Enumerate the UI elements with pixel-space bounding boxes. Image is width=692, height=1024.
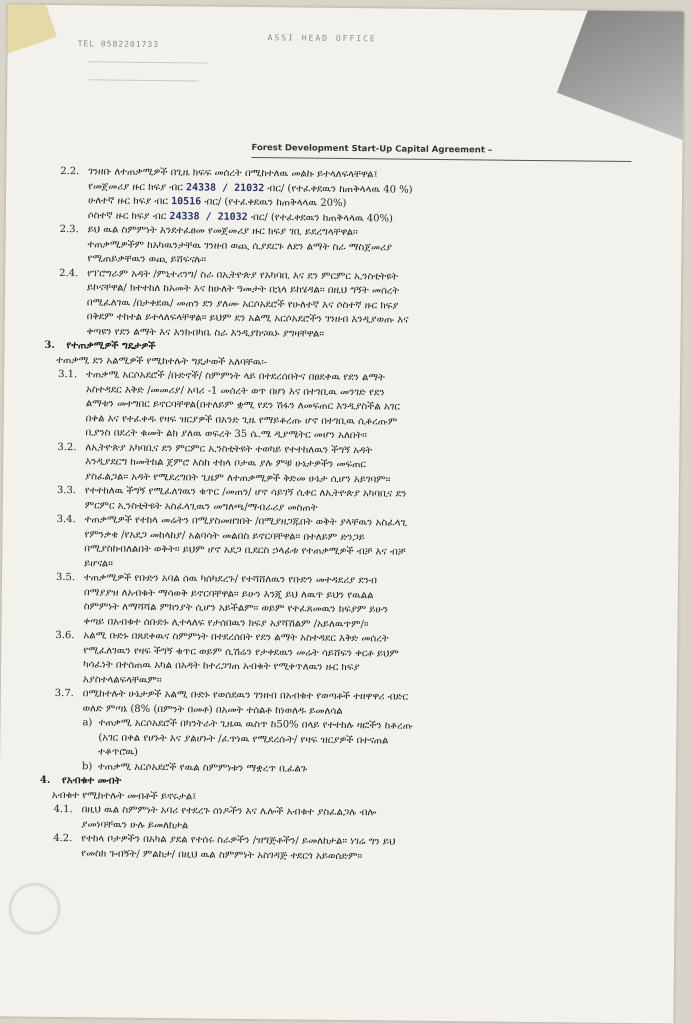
text-line: ተጠቃሚ አርሶአደሮች የዉል ስምምነቱን ማቋረጥ ቢፈልጉ [97, 760, 308, 775]
section-title: የአብቁተ መብት [61, 775, 122, 787]
stamp-ring-icon [8, 883, 61, 936]
clause-number: 3.1. [58, 369, 78, 381]
text-line: ያስፈልጋል፡፡ አዳት የሚደረግበት ጊዜም ለተጠቃሚዎች ቅድመ ሁኔታ ሲሆን አይገባም፡፡ [85, 470, 391, 485]
clause-text [85, 368, 644, 446]
clause-number: 3.4. [56, 513, 76, 526]
clause-text [84, 513, 643, 577]
text-line: (አገር በቀል የሆኑት እና ያልሆኑት /ፈጥነዉ የሚደረሱት/ የዛፍ ዝርያዎች በተናጠል [98, 731, 389, 746]
sub-clause [40, 716, 640, 766]
text-line: ገንዘቡ ለተጠቃሚዎች በጊዜ ክፍፍ መሰረት በሚከተለዉ መልኩ ይተላለፍላቸዋል፤ [88, 166, 378, 181]
clause-number: 3.7. [54, 687, 74, 700]
clause-number: 3.3. [56, 484, 77, 497]
clause-number: 3.5. [55, 571, 76, 584]
clause-number: 3.2. [57, 441, 77, 453]
clause-number: 3.6. [55, 629, 75, 642]
faded-stamp [0, 882, 211, 954]
clause [41, 629, 642, 693]
agreement-body [39, 165, 646, 867]
clause-number: 4.1. [53, 803, 73, 816]
text-line: ተጠቃሚዎች የተከላ መሬትን በሚያስመዘገበት /በሚያዘጋጁበት ወቅት ያላቸዉን አስፈላጊ [84, 514, 408, 529]
section-intro: አብቁተ የሚከተሉት መብቶች ይኖሩታል፤ [51, 789, 197, 802]
clause-number: 2.3. [59, 224, 79, 236]
clause [43, 368, 644, 447]
text-line: በማያያዝ ለአብቁት ማሳወቅ ይኖርባቸዋል፡፡ ይሁን እንጂ ይህ ለዉጥ ይህን የዉልል [83, 586, 374, 601]
clause-text [81, 832, 639, 867]
text-line: በቀል እና የተፈቀዱ የዛፍ ዝርያዎች በአንድ ጊዜ የማይቆረጡ ሆኖ በተገቢዉ ሲቆረጡም [85, 412, 398, 428]
text-line: ምርምር ኢንስቲትዩት አስፈላጊዉን መግለጫ/ማብራሪያ መስጠት [84, 499, 318, 514]
text-line: እንዲያደርግ ከመትከል ጀምሮ እስከ ተከላ ቦታዉ ያሉ ምቹ ሁኔታዎችን መፍጠር [85, 456, 367, 471]
text-line: ያመነባቸዉን ሁሉ ይመለከታል [81, 818, 189, 831]
text-line: በሚከተሉት ሁኔታዎች አልሚ ቡድኑ የወሰደዉን ገንዘብ በአብቁተ የወጣቶች ተዘዋዋሪ ብድር [82, 688, 409, 703]
letterhead [77, 31, 578, 116]
clause [42, 513, 643, 577]
clause [46, 165, 647, 229]
clause-number: 2.4. [59, 267, 79, 279]
clause-number: 4.2. [53, 832, 73, 845]
clause-text [98, 716, 640, 765]
faint-handwriting-line [87, 61, 207, 63]
clause-number: 2.2. [60, 166, 80, 178]
section-intro: ተጠቃሚ ደን አልሚዎች የሚከተሉት ግዴታወች አለባቸዉ፡- [56, 354, 268, 368]
clause [45, 223, 645, 273]
clause-number: a) [82, 717, 93, 729]
text-line: ሁለተኛ ዙር ክፍያ ብር 10516 ብር/ (የተፈቀደዉን ከጠቅላላዉ 20%) [87, 195, 347, 210]
text-line: ለኢትዮጵያ አካባቢና ደን ምርምር ኢንስቲትዩት ተወካይ የተተከለዉን ችግኝ አዳት [85, 441, 373, 456]
text-line: የፕሮግራም አዳት /ምኒተሪንግ/ ስራ በኢትዮጵያ የአካባቢ እና ደን ምርምር ኢንስቲትዩት [87, 267, 399, 283]
text-line: የመጀመሪያ ዙር ክፍያ ብር 24338 / 21032 ብር/ (የተፈቀደዉን ከጠቅላላዉ 40 %) [88, 180, 413, 196]
text-line: ካሳፈነት በተሰጠዉ አካል በአዳት ከተረጋገጠ አብቁት የሚቀጥለዉን ዙር ክፍያ [83, 659, 360, 674]
text-line: ተጠቃሚዎችም ከአካዉንታቸዉ ገንዘብ ወጪ ሲያደርጉ ለደን ልማት ስራ ማስጀመሪያ [87, 238, 392, 253]
text-line: አልሚ ቡድኑ በጸደቀዉና ስምምነት በተደረሰበት የደን ልማት አስተዳደር እቅድ መሰረት [83, 630, 389, 645]
faint-handwriting-line [87, 79, 197, 81]
text-line: ቀጣዩን የደን ልማት እና እንክብካቤ ስራ እንዲያከናዉኑ ያግዛቸዋል፡፡ [86, 325, 325, 340]
clause-text [83, 571, 642, 635]
clause-text [87, 223, 645, 272]
handwritten-amount: 24338 / 21032 [169, 210, 248, 223]
clause-number: 4. [39, 774, 51, 786]
text-line: ልማቱን መተግበር ይኖርባቸዋል(በተለይም ቋሚ የደን ሽፋን ለመፍጠር እንዲያስችል አገር [85, 398, 400, 413]
text-line: ተቆጥሮዉ) [98, 746, 138, 758]
text-line: በዚህ ዉል ስምምነት አባሪ የተደረጉ ሰነዶችን እና ሌሎች አብቁተ ያስፈልጋሉ ብሎ [81, 804, 377, 819]
text-line: የተተከለዉ ችግኝ የሚፈለገዉን ቁጥር /መጠን/ ሆኖ ሳይገኝ ሲቀር ለኢትዮጵያ አካባቢና ደን [84, 485, 407, 500]
clause-number: 3. [44, 339, 55, 351]
clause [43, 440, 643, 490]
page-title: Forest Development Start-Up Capital Agreement – [251, 143, 493, 156]
text-line: የሚጠይቃቸዉን ወጪ ይሸፍናሉ፡፡ [87, 253, 207, 266]
letterhead-office: ASSI HEAD OFFICE [267, 33, 377, 44]
clause-text [83, 629, 642, 693]
text-line: ወለድ ምጣኔ (8% (በምንት በመቶ) በአመት ተሰልቶ ከነወለዱ ይመለሳል [82, 702, 343, 717]
title-underline [251, 157, 631, 162]
text-line: ሶስተኛ ዙር ክፍያ ብር 24338 / 21032 ብር/ (የተፈቀደዉን ከጠቅላላዉ 40%) [87, 209, 393, 225]
clause-text [88, 165, 647, 229]
clause [39, 832, 639, 867]
letterhead-tel: TEL 0582201733 [77, 39, 160, 50]
text-line: ይሆናል፡፡ [84, 557, 113, 570]
text-line: ይህ ዉል ስምምነት እንደተፈፀመ የመጀመሪያ ዙር ክፍያ ገቢ ይደረግላቸዋል፡፡ [87, 224, 358, 239]
text-line: የሚፈለገዉን የዛፍ ችግኝ ቁጥር ወይም ሲሽሬን የታቀደዉን መሬት ሳይሸፍን ቀርቶ ይህም [83, 644, 399, 660]
handwritten-amount: 24338 / 21032 [185, 181, 265, 194]
section-title: የተጠቃሚዎች ግዴታዎች [66, 340, 156, 353]
text-line: ቀጣይ በአብቁተ ሰቡድኑ ሊተላለፍ የታሰበዉን ክፍያ አያሻሽልም /አይለዉጥም/፡፡ [83, 615, 369, 630]
clause-text [85, 441, 643, 490]
clause [45, 266, 646, 345]
handwritten-amount: 10516 [171, 196, 202, 208]
text-line: ተጠቃሚዎች የቡድን አባል ሰዉ ካሰካደረጉ/ የተሻሸለዉን የቡድን መተዳደሪያ ደንብ [83, 572, 377, 587]
text-line: አያስተላልፍላቸዉም፡፡ [82, 673, 162, 686]
document-page [0, 4, 684, 1023]
text-line: ተጠቃሚ አርሶአደሮች በካንትራት ጊዜዉ ዉስጥ ከ50% በላይ የተተከሉ ዛፎችን ከቆረጡ [98, 717, 413, 732]
paper-fold-corner [0, 4, 57, 53]
clause-number: b) [81, 760, 93, 772]
clause [41, 571, 642, 635]
clause-text [87, 267, 646, 345]
text-line: አስተዳደር እቅድ /መመሪያ/ አባሪ -1 መሰረት ወጥ በሆነ እና በተገቢዉ መንገድ የደን [85, 383, 385, 398]
text-line: የመስክ ጉብኝት/ ምልከታ/ በዚህ ዉል ስምምነት አስገዳጅ ተደርጎ አይወሰድም፡፡ [81, 847, 363, 862]
text-line: ይኮናቸዋል/ ክተተከለ ከአመት እና ከሁለት ዓመታት በኋላ ይከሄዳል፡፡ በዚህ ግኝት መሰረት [86, 282, 400, 297]
text-line: በሚፈለገዉ /በታቀደዉ/ መጠን ደን ያለሙ አርሶአደሮች የሁለተኛ እና ሶስተኛ ዙር ክፍያ [86, 296, 399, 312]
text-line: ቢያንስ በደረት ቁመት ልክ ያለዉ ወፍረት 35 ሴ.ሜ ዲያሜትር መሆን አለበት፡፡ [85, 427, 368, 442]
text-line: ስምምነት ለማሻሻል ምክንያት ሲሆን አይችልም፡፡ ወይም የተፈጸመዉን ክፍያም ይሁን [83, 601, 389, 616]
text-line: የተከላ ቦታዎችን በአካል ያደል የተሰሩ ስራዎችን /ዝግጅቶችን/ ይመለከታል፡፡ ነገሬ ግን ይህ [81, 833, 396, 848]
text-line: በቅደም ተከተል ይተላለፍላቸዋል፡፡ ይህም ደን አልሚ አርሶአደሮችን ገንዘብ እንዲያወጡ እና [86, 311, 409, 326]
text-line: የምንቃቄ /የአደጋ መከላከያ/ አልባሳት መልበስ ይኖርባቸዋል፡፡ በተለይም ድንጋይ [84, 528, 365, 543]
text-line: በሚያስከብለልበት ወቅት፡፡ ይህም ሆኖ አደጋ ቢደርስ ኃላፊቱ የተጠቃሚዎች ብቻ እና ብቻ [84, 543, 406, 558]
text-line: ተጠቃሚ አርሶአደሮች /ቡድኖች/ ስምምነት ላይ በተደረሰበትና በፀደቀዉ የደን ልማት [86, 369, 385, 384]
